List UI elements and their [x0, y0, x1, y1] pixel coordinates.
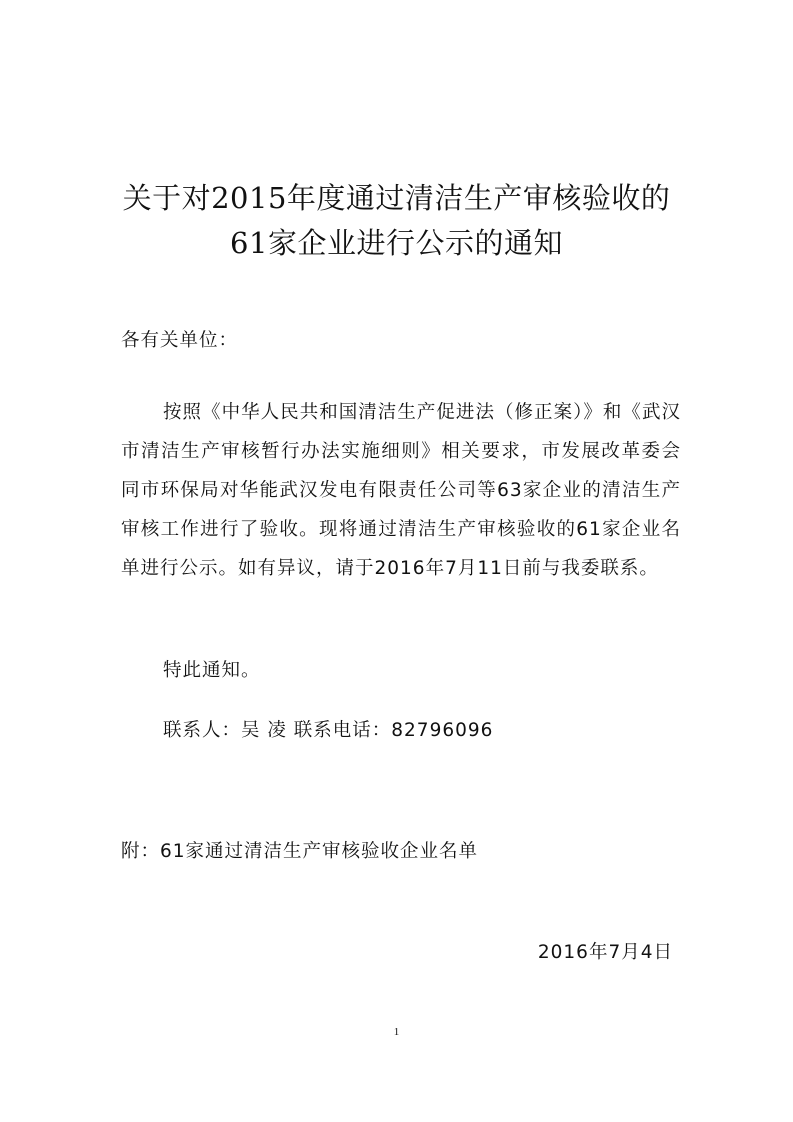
- contact-info: 联系人：吴 凌 联系电话：82796096: [163, 720, 494, 741]
- salutation: 各有关单位：: [121, 330, 239, 351]
- body-paragraph: 按照《中华人民共和国清洁生产促进法（修正案）》和《武汉市清洁生产审核暂行办法实施细则》相关要求，市发展改革委会同市环保局对华能武汉发电有限责任公司等63家企业的清洁生产审核工作进行了验收。现将通过清洁生产审核验收的61家企业名单进行公示。如有异议，请于2016年7月11日前与我委联系。: [121, 402, 681, 579]
- issue-date: 2016年7月4日: [537, 942, 673, 963]
- attachment-note: 附：61家通过清洁生产审核验收企业名单: [121, 841, 479, 862]
- document-title-line-1: 关于对2015年度通过清洁生产审核验收的: [122, 181, 671, 215]
- page-number: 1: [393, 1026, 400, 1038]
- document-title-line-2: 61家企业进行公示的通知: [230, 226, 563, 260]
- closing-text: 特此通知。: [163, 660, 261, 681]
